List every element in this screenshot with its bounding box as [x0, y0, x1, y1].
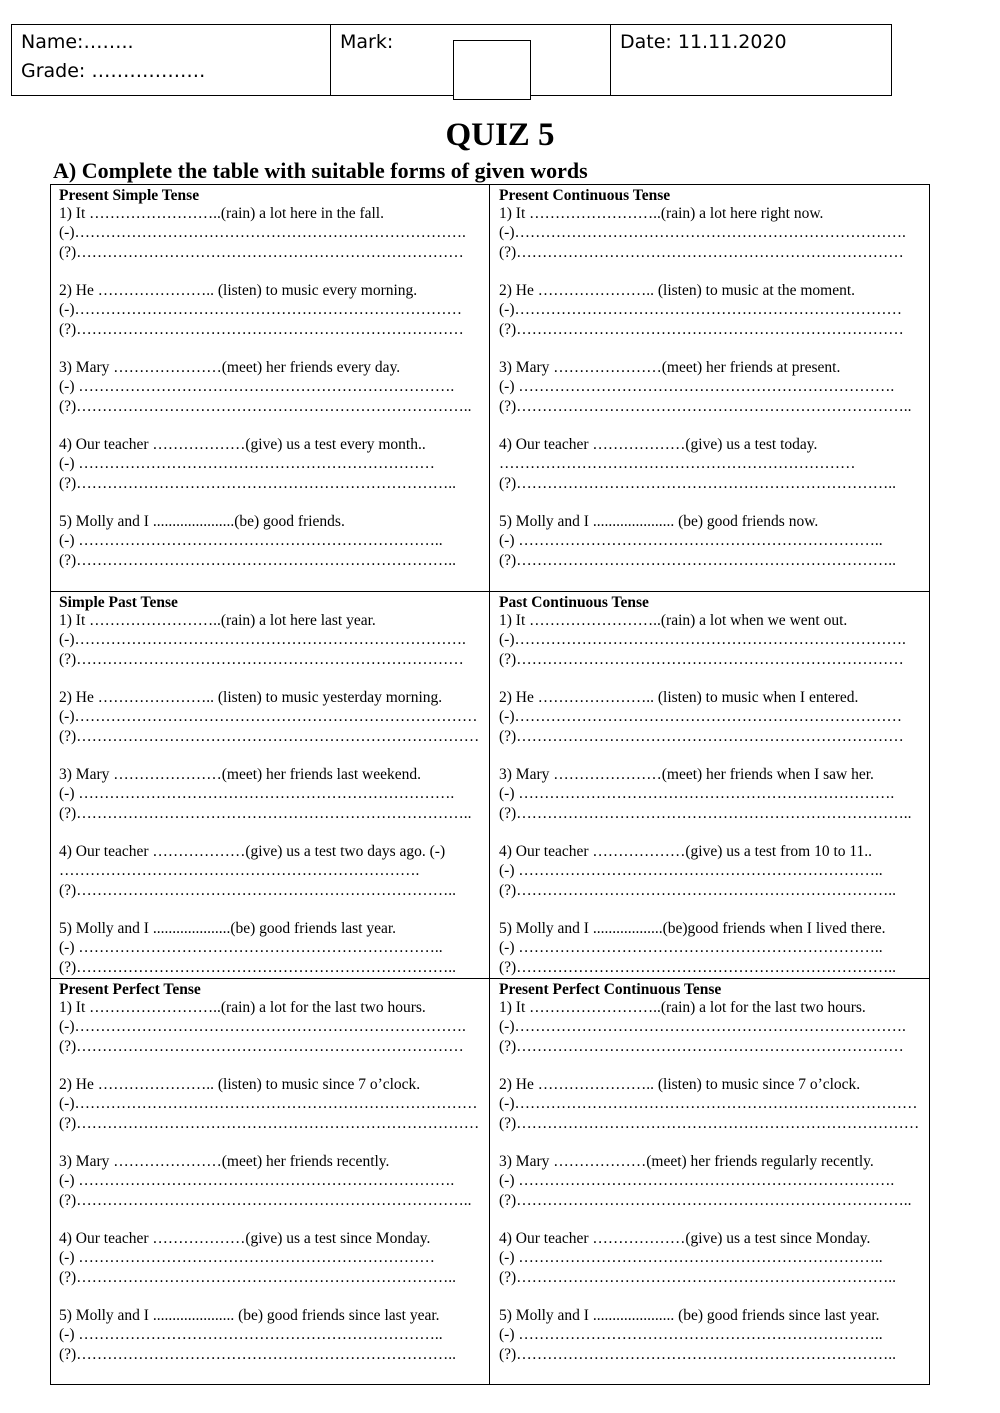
question-answer-line[interactable]: (?)………………………………………………………………..: [59, 551, 456, 569]
question-sentence: 2) He ………………….. (listen) to music since 7 o’clock.: [59, 1075, 421, 1093]
negative-answer-line[interactable]: (-) ……………………………………………………………..: [59, 939, 443, 957]
negative-answer-line[interactable]: (-)………………………………………………………………….: [499, 631, 906, 649]
name-field[interactable]: Name:……..: [21, 31, 134, 53]
cell-present-perfect-continuous: [490, 978, 929, 1384]
question-answer-line[interactable]: (?)………………………………………………………………..: [59, 474, 456, 492]
negative-answer-line[interactable]: (-) ……………………………………………………………..: [499, 532, 883, 550]
question-sentence: 5) Molly and I ..................(be)good friends when I lived there.: [499, 919, 886, 937]
question-sentence: 5) Molly and I ..................... (be) good friends since last year.: [59, 1306, 440, 1324]
question-answer-line[interactable]: (?)…………………………………………………………………: [499, 650, 904, 668]
question-answer-line[interactable]: (?)………………………………………………………………..: [59, 881, 456, 899]
negative-answer-line[interactable]: (-)…………………………………………………………………: [499, 708, 902, 726]
negative-answer-line[interactable]: (-)……………………………………………………………………: [59, 708, 478, 726]
question-sentence: 3) Mary …………………(meet) her friends when I saw her.: [499, 765, 874, 783]
item-spacer: [499, 1287, 929, 1306]
question-answer-line[interactable]: (?)………………………………………………………………..: [499, 1345, 896, 1363]
question-sentence: 1) It ……………………..(rain) a lot when we went out.: [499, 612, 848, 629]
negative-answer-line[interactable]: (-) ……………………………………………………………….: [499, 378, 895, 396]
question-sentence: 4) Our teacher ………………(give) us a test since Monday.: [59, 1229, 431, 1247]
cell-past-continuous: [490, 591, 929, 978]
question-sentence: 3) Mary …………………(meet) her friends recently.: [59, 1152, 390, 1170]
page-title: QUIZ 5: [445, 117, 555, 153]
item-spacer: [59, 1133, 489, 1152]
question-answer-line[interactable]: (?)…………………………………………………………………: [499, 320, 904, 338]
question-sentence: 2) He ………………….. (listen) to music yesterday morning.: [59, 688, 443, 706]
negative-answer-line[interactable]: (-)……………………………………………………………………: [59, 1095, 478, 1113]
question-sentence: 5) Molly and I ..................... (be) good friends now.: [499, 512, 819, 530]
negative-answer-line[interactable]: (-) ……………………………………………………………..: [499, 939, 883, 957]
negative-answer-line[interactable]: (-)………………………………………………………………….: [59, 224, 466, 242]
negative-answer-line[interactable]: (-) ……………………………………………………………….: [59, 785, 455, 803]
question-answer-line[interactable]: (?)…………………………………………………………………: [59, 1037, 464, 1055]
negative-answer-line[interactable]: (-)………………………………………………………………….: [499, 1018, 906, 1036]
tense-heading: Simple Past Tense: [59, 594, 178, 611]
question-answer-line[interactable]: (?)………………………………………………………………..: [499, 474, 896, 492]
item-spacer: [499, 746, 929, 765]
negative-answer-line[interactable]: (-) ……………………………………………………………….: [59, 1172, 455, 1190]
header-table: [11, 24, 892, 96]
question-sentence: 2) He ………………….. (listen) to music since 7 o’clock.: [499, 1075, 861, 1093]
question-answer-line[interactable]: (?)……………………………………………………………………: [59, 727, 480, 745]
question-sentence: 2) He ………………….. (listen) to music at the moment.: [499, 281, 856, 299]
tense-heading: Past Continuous Tense: [499, 594, 649, 611]
item-spacer: [59, 669, 489, 688]
item-spacer: [499, 669, 929, 688]
question-answer-line[interactable]: (?)…………………………………………………………………..: [59, 804, 472, 822]
item-spacer: [59, 493, 489, 512]
question-sentence: 5) Molly and I .....................(be) good friends.: [59, 512, 345, 530]
date-cell: [611, 25, 891, 95]
grade-field[interactable]: Grade: ………………: [21, 60, 206, 82]
question-answer-line[interactable]: (?)………………………………………………………………..: [499, 1268, 896, 1286]
item-spacer: [59, 339, 489, 358]
question-sentence: 3) Mary …………………(meet) her friends last weekend.: [59, 765, 421, 783]
item-spacer: [499, 339, 929, 358]
question-answer-line[interactable]: (?)…………………………………………………………………: [59, 650, 464, 668]
negative-answer-line[interactable]: (-)………………………………………………………………….: [59, 1018, 466, 1036]
question-answer-line[interactable]: (?)…………………………………………………………………: [59, 320, 464, 338]
tense-heading: Present Continuous Tense: [499, 187, 671, 204]
tense-heading: Present Perfect Tense: [59, 981, 201, 998]
negative-answer-line[interactable]: (-) ……………………………………………………………..: [499, 1326, 883, 1344]
item-spacer: [59, 1287, 489, 1306]
date-label: Date: 11.11.2020: [620, 31, 787, 53]
question-sentence: 4) Our teacher ………………(give) us a test today.: [499, 435, 818, 453]
question-sentence: 5) Molly and I ....................(be) good friends last year.: [59, 919, 397, 937]
item-spacer: [499, 900, 929, 919]
question-answer-line[interactable]: (?)…………………………………………………………………..: [499, 1191, 912, 1209]
negative-answer-line[interactable]: (-) ……………………………………………………………..: [59, 532, 443, 550]
question-answer-line[interactable]: (?)…………………………………………………………………: [499, 1037, 904, 1055]
item-spacer: [59, 262, 489, 281]
item-spacer: [499, 823, 929, 842]
question-answer-line[interactable]: (?)…………………………………………………………………..: [59, 1191, 472, 1209]
question-sentence: 1) It ……………………..(rain) a lot for the last two hours.: [499, 999, 866, 1016]
item-spacer: [59, 1210, 489, 1229]
item-spacer: [499, 262, 929, 281]
negative-answer-line[interactable]: (-) ……………………………………………………………..: [499, 862, 883, 880]
mark-label: Mark:: [340, 31, 394, 53]
question-sentence: 2) He ………………….. (listen) to music every morning.: [59, 281, 418, 299]
negative-answer-line[interactable]: (-) ……………………………………………………………….: [499, 785, 895, 803]
item-spacer: [499, 1133, 929, 1152]
item-spacer: [59, 746, 489, 765]
question-answer-line[interactable]: (?)……………………………………………………………………: [59, 1114, 480, 1132]
cell-present-continuous: [490, 185, 929, 591]
question-answer-line[interactable]: (?)………………………………………………………………..: [499, 958, 896, 976]
negative-answer-line[interactable]: ……………………………………………………………: [499, 455, 856, 473]
item-spacer: [499, 493, 929, 512]
instruction: A) Complete the table with suitable forms of given words: [53, 158, 588, 183]
question-sentence: 4) Our teacher ………………(give) us a test every month..: [59, 435, 426, 453]
cell-present-perfect: [51, 978, 490, 1384]
item-spacer: [59, 823, 489, 842]
question-answer-line[interactable]: (?)………………………………………………………………..: [59, 1345, 456, 1363]
question-answer-line[interactable]: (?)…………………………………………………………………: [59, 243, 464, 261]
question-sentence: 2) He ………………….. (listen) to music when I entered.: [499, 688, 859, 706]
question-sentence: 3) Mary …………………(meet) her friends every day.: [59, 358, 401, 376]
cell-present-simple: [51, 185, 490, 591]
question-sentence: 3) Mary …………………(meet) her friends at present.: [499, 358, 841, 376]
negative-answer-line[interactable]: (-)…………………………………………………………………: [499, 301, 902, 319]
item-spacer: [59, 900, 489, 919]
negative-answer-line[interactable]: (-) ……………………………………………………………..: [499, 1249, 883, 1267]
question-sentence: 1) It ……………………..(rain) a lot here right now.: [499, 205, 824, 222]
negative-answer-line[interactable]: …………………………………………………………….: [59, 862, 420, 880]
question-answer-line[interactable]: (?)………………………………………………………………..: [59, 958, 456, 976]
item-spacer: [499, 1056, 929, 1075]
negative-answer-line[interactable]: (-) ……………………………………………………………….: [59, 378, 455, 396]
name-grade-cell: [12, 25, 331, 95]
question-answer-line[interactable]: (?)…………………………………………………………………: [499, 727, 904, 745]
item-spacer: [59, 416, 489, 435]
negative-answer-line[interactable]: (-)…………………………………………………………………: [59, 301, 462, 319]
tense-heading: Present Simple Tense: [59, 187, 200, 204]
negative-answer-line[interactable]: (-) ……………………………………………………………….: [499, 1172, 895, 1190]
question-answer-line[interactable]: (?)…………………………………………………………………: [499, 243, 904, 261]
cell-simple-past: [51, 591, 490, 978]
question-answer-line[interactable]: (?)………………………………………………………………..: [499, 551, 896, 569]
question-answer-line[interactable]: (?)…………………………………………………………………..: [499, 397, 912, 415]
question-answer-line[interactable]: (?)………………………………………………………………..: [499, 881, 896, 899]
negative-answer-line[interactable]: (-)……………………………………………………………………: [499, 1095, 918, 1113]
question-sentence: 1) It ……………………..(rain) a lot here last year.: [59, 612, 376, 629]
tense-heading: Present Perfect Continuous Tense: [499, 981, 722, 998]
mark-box[interactable]: [453, 40, 531, 100]
item-spacer: [59, 1056, 489, 1075]
question-answer-line[interactable]: (?)…………………………………………………………………..: [499, 804, 912, 822]
negative-answer-line[interactable]: (-) ……………………………………………………………: [59, 1249, 435, 1267]
question-answer-line[interactable]: (?)…………………………………………………………………..: [59, 397, 472, 415]
item-spacer: [499, 1210, 929, 1229]
question-sentence: 4) Our teacher ………………(give) us a test two days ago. (-): [59, 842, 446, 860]
negative-answer-line[interactable]: (-) ……………………………………………………………: [59, 455, 435, 473]
negative-answer-line[interactable]: (-) ……………………………………………………………..: [59, 1326, 443, 1344]
item-spacer: [499, 416, 929, 435]
question-sentence: 4) Our teacher ………………(give) us a test from 10 to 11..: [499, 842, 873, 860]
question-sentence: 3) Mary ………………(meet) her friends regularly recently.: [499, 1152, 874, 1170]
question-answer-line[interactable]: (?)………………………………………………………………..: [59, 1268, 456, 1286]
question-sentence: 4) Our teacher ………………(give) us a test since Monday.: [499, 1229, 871, 1247]
question-sentence: 5) Molly and I ..................... (be) good friends since last year.: [499, 1306, 880, 1324]
negative-answer-line[interactable]: (-)………………………………………………………………….: [499, 224, 906, 242]
question-sentence: 1) It ……………………..(rain) a lot for the last two hours.: [59, 999, 426, 1016]
question-answer-line[interactable]: (?)……………………………………………………………………: [499, 1114, 920, 1132]
negative-answer-line[interactable]: (-)………………………………………………………………….: [59, 631, 466, 649]
quiz-table: [50, 184, 930, 1385]
question-sentence: 1) It ……………………..(rain) a lot here in the fall.: [59, 205, 384, 222]
